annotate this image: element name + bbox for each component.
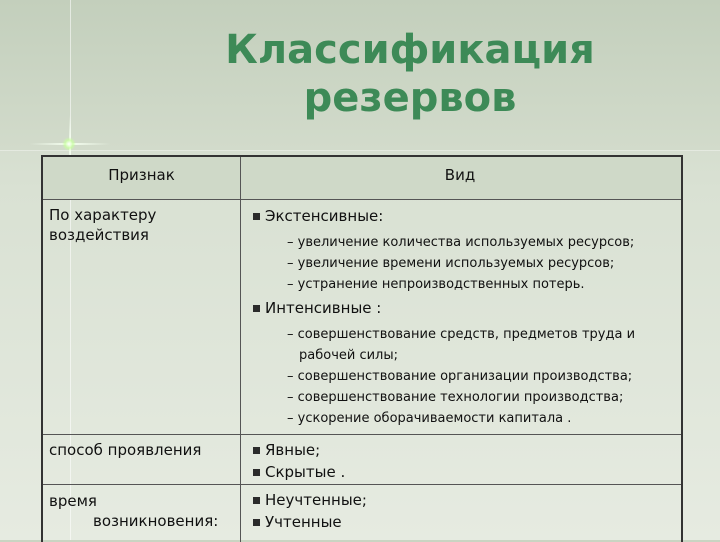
title-line-2: резервов <box>303 75 517 121</box>
group-label-extensive: Экстенсивные: <box>253 205 673 227</box>
list-item: Неучтенные; <box>253 489 673 511</box>
slide-title <box>150 26 670 122</box>
row-3-sign-line-2: возникновения: <box>93 512 219 530</box>
list-item: – увеличение количества используемых ресурсов; <box>287 235 635 250</box>
sparkle-icon <box>62 137 76 151</box>
row-1-sign-line-2: воздействия <box>49 226 149 244</box>
row-3-sign <box>49 491 237 531</box>
list-item: – ускорение оборачиваемости капитала . <box>287 411 572 426</box>
row-3-kind <box>253 489 673 533</box>
decorative-horizontal-line <box>0 150 720 151</box>
row-3-sign-line-1: время <box>49 492 97 510</box>
row-2-kind <box>253 439 673 483</box>
row-1-kind <box>253 205 673 429</box>
row-2-sign <box>49 440 237 460</box>
row-divider <box>43 434 681 435</box>
intensive-list <box>253 324 673 429</box>
title-line-1: Классификация <box>225 27 595 73</box>
list-item: – устранение непроизводственных потерь. <box>287 277 585 292</box>
row-1-sign <box>49 205 237 245</box>
list-item: – совершенствование организации производства; <box>287 369 633 384</box>
header-kind: Вид <box>444 166 476 184</box>
group-label-intensive: Интенсивные : <box>253 297 673 319</box>
list-item: Учтенные <box>253 511 673 533</box>
row-divider <box>43 484 681 485</box>
list-item: – совершенствование средств, предметов труда и рабочей силы; <box>287 327 636 363</box>
classification-table <box>41 155 683 542</box>
header-sign: Признак <box>108 166 175 184</box>
list-item: Скрытые . <box>253 461 673 483</box>
list-item: Явные; <box>253 439 673 461</box>
row-2-sign-line-1: способ проявления <box>49 441 202 459</box>
list-item: – совершенствование технологии производства; <box>287 390 624 405</box>
list-item: – увеличение времени используемых ресурсов; <box>287 256 615 271</box>
row-1-sign-line-1: По характеру <box>49 206 157 224</box>
extensive-list <box>253 232 673 295</box>
